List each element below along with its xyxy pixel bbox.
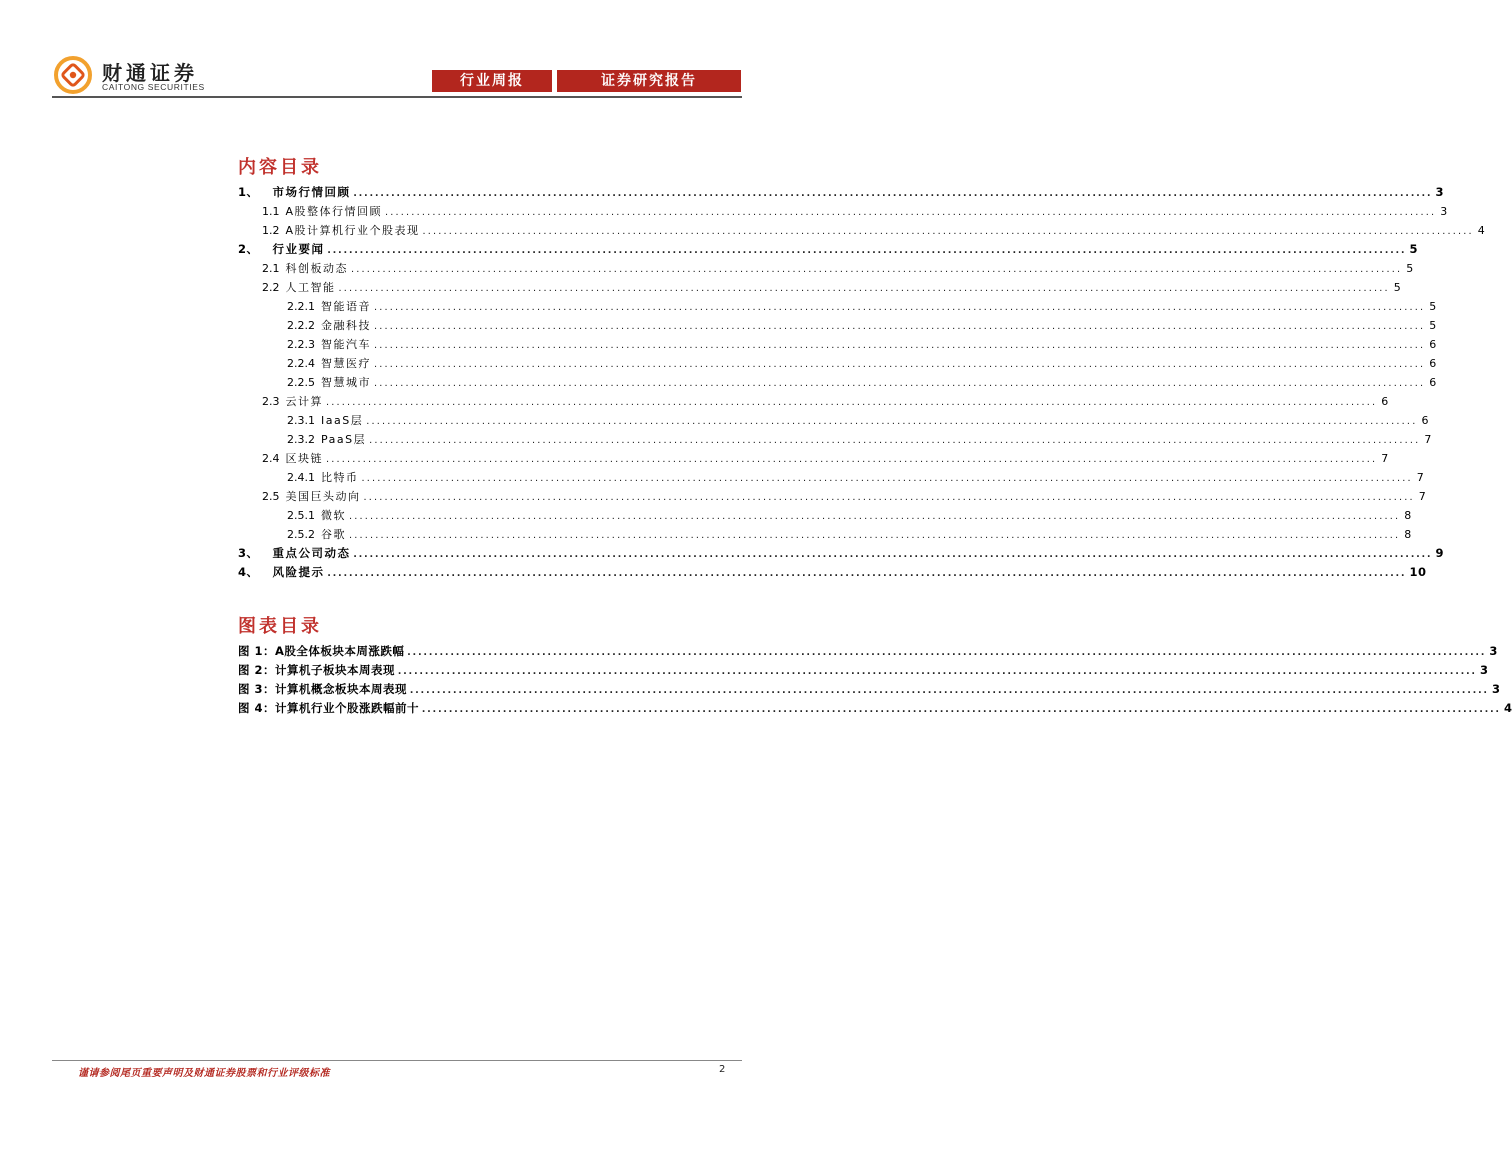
toc-leader-dots: ........................................................................................................................................................................................................ [353,548,1433,560]
toc-entry[interactable] [238,430,1432,449]
figure-entry-page: 3 [1480,663,1489,677]
toc-entry-number: 2.2.3 [287,338,315,351]
toc-entry-page: 4 [1477,224,1485,237]
toc-entry-title: 科创板动态 [285,262,348,275]
toc-entry-title: 智慧医疗 [321,357,371,370]
toc-entry-page: 8 [1404,509,1412,522]
toc-entry-number: 2.5.2 [287,528,315,541]
toc-entry-number: 1.1 [262,205,280,218]
toc-entry[interactable] [238,240,1419,259]
toc-entry-page: 3 [1435,185,1445,199]
toc-entry-title: 比特币 [321,471,359,484]
toc-entry-page: 9 [1435,546,1445,560]
toc-leader-dots: ........................................................................................................................................................................................................ [374,339,1426,351]
toc-entry[interactable] [238,525,1412,544]
figure-entry-title: 图 1：A股全体板块本周涨跌幅 [238,644,405,658]
toc-entry[interactable] [238,183,1445,202]
toc-entry-number: 2.5.1 [287,509,315,522]
toc-entry-number: 2.4.1 [287,471,315,484]
toc-entry-page: 10 [1409,565,1427,579]
toc-entry-page: 5 [1406,262,1414,275]
toc-entry[interactable] [238,468,1424,487]
toc-entry[interactable] [238,411,1429,430]
toc-entry[interactable] [238,297,1437,316]
toc-entry-number: 1、 [238,185,259,199]
toc-entry-number: 2.1 [262,262,280,275]
contents-heading: 内容目录 [238,157,322,178]
figure-entry-title: 图 4：计算机行业个股涨跌幅前十 [238,701,420,715]
figure-entry[interactable] [238,680,1501,699]
toc-entry-page: 7 [1416,471,1424,484]
figure-entry[interactable] [238,661,1489,680]
header-divider [52,96,742,98]
toc-entry-title: 智能汽车 [321,338,371,351]
toc-entry-title: 谷歌 [321,528,346,541]
toc-entry-page: 6 [1429,376,1437,389]
toc-entry[interactable] [238,354,1437,373]
toc-leader-dots: ........................................................................................................................................................................................................ [374,358,1426,370]
contents-list [238,183,1485,582]
report-category-tag: 证券研究报告 [557,70,741,92]
toc-entry[interactable] [238,316,1437,335]
toc-entry[interactable] [238,202,1448,221]
toc-entry-number: 2.2.2 [287,319,315,332]
figure-entry-page: 3 [1492,682,1501,696]
report-type-tag: 行业周报 [432,70,552,92]
toc-entry-page: 6 [1381,395,1389,408]
toc-entry[interactable] [238,278,1401,297]
figure-leader-dots: ........................................................................................................................................................................................................ [407,646,1487,658]
figure-leader-dots: ........................................................................................................................................................................................................ [398,665,1478,677]
toc-entry-title: A股整体行情回顾 [285,205,383,218]
toc-entry-page: 3 [1440,205,1448,218]
toc-entry-page: 5 [1393,281,1401,294]
toc-leader-dots: ........................................................................................................................................................................................................ [351,263,1403,275]
toc-entry-title: 微软 [321,509,346,522]
toc-entry[interactable] [238,335,1437,354]
toc-entry-number: 2.2.5 [287,376,315,389]
figure-leader-dots: ........................................................................................................................................................................................................ [422,703,1502,715]
toc-leader-dots: ........................................................................................................................................................................................................ [374,377,1426,389]
figures-section [238,615,1512,718]
toc-entry[interactable] [238,449,1389,468]
toc-entry-title: 重点公司动态 [272,546,351,560]
toc-entry-title: 云计算 [285,395,323,408]
toc-leader-dots: ........................................................................................................................................................................................................ [385,206,1437,218]
toc-entry-number: 2.3.1 [287,414,315,427]
toc-entry-title: 行业要闻 [272,242,325,256]
toc-entry-number: 2.2.1 [287,300,315,313]
logo-text-cn: 财通证券 [102,61,198,85]
toc-entry-title: 区块链 [285,452,323,465]
logo-text-en: CAITONG SECURITIES [102,82,205,92]
toc-entry-page: 7 [1381,452,1389,465]
toc-leader-dots: ........................................................................................................................................................................................................ [374,301,1426,313]
toc-leader-dots: ........................................................................................................................................................................................................ [327,567,1407,579]
footer-divider [52,1060,742,1061]
figure-entry[interactable] [238,642,1498,661]
page-header [0,0,827,100]
toc-leader-dots: ........................................................................................................................................................................................................ [374,320,1426,332]
toc-leader-dots: ........................................................................................................................................................................................................ [366,415,1418,427]
toc-entry-title: 智慧城市 [321,376,371,389]
figures-heading: 图表目录 [238,616,322,637]
toc-entry-title: IaaS层 [321,414,364,427]
toc-entry-number: 1.2 [262,224,280,237]
figure-entry[interactable] [238,699,1512,718]
toc-entry-page: 7 [1418,490,1426,503]
toc-entry[interactable] [238,392,1389,411]
toc-leader-dots: ........................................................................................................................................................................................................ [326,396,1378,408]
toc-leader-dots: ........................................................................................................................................................................................................ [349,510,1401,522]
toc-entry-number: 2.5 [262,490,280,503]
toc-entry-page: 5 [1409,242,1419,256]
figure-leader-dots: ........................................................................................................................................................................................................ [410,684,1490,696]
toc-entry[interactable] [238,544,1445,563]
toc-entry-title: 风险提示 [272,565,325,579]
toc-leader-dots: ........................................................................................................................................................................................................ [326,453,1378,465]
toc-entry-number: 2.2 [262,281,280,294]
toc-entry-page: 8 [1404,528,1412,541]
toc-entry-page: 7 [1424,433,1432,446]
toc-leader-dots: ........................................................................................................................................................................................................ [349,529,1401,541]
toc-leader-dots: ........................................................................................................................................................................................................ [353,187,1433,199]
toc-entry[interactable] [238,259,1414,278]
toc-entry-title: 美国巨头动向 [285,490,361,503]
toc-entry-number: 2、 [238,242,259,256]
toc-entry-title: 金融科技 [321,319,371,332]
toc-entry-title: A股计算机行业个股表现 [285,224,420,237]
toc-leader-dots: ........................................................................................................................................................................................................ [363,491,1415,503]
toc-entry-title: PaaS层 [321,433,367,446]
toc-entry[interactable] [238,506,1412,525]
footer-disclaimer: 谨请参阅尾页重要声明及财通证券股票和行业评级标准 [78,1068,330,1079]
toc-entry-page: 5 [1429,319,1437,332]
figure-entry-title: 图 3：计算机概念板块本周表现 [238,682,408,696]
toc-entry-title: 市场行情回顾 [272,185,351,199]
toc-entry-page: 6 [1421,414,1429,427]
toc-entry-number: 4、 [238,565,259,579]
toc-entry-number: 3、 [238,546,259,560]
toc-entry-number: 2.2.4 [287,357,315,370]
toc-leader-dots: ........................................................................................................................................................................................................ [338,282,1390,294]
toc-entry-page: 6 [1429,338,1437,351]
toc-entry-number: 2.3.2 [287,433,315,446]
figure-entry-page: 3 [1489,644,1498,658]
figures-list [238,642,1512,718]
toc-leader-dots: ........................................................................................................................................................................................................ [327,244,1407,256]
toc-entry-page: 6 [1429,357,1437,370]
figure-entry-page: 4 [1504,701,1512,715]
toc-entry[interactable] [238,487,1426,506]
toc-entry-title: 人工智能 [285,281,336,294]
figure-entry-title: 图 2：计算机子板块本周表现 [238,663,396,677]
caitong-logo-icon [52,56,94,94]
toc-leader-dots: ........................................................................................................................................................................................................ [361,472,1413,484]
toc-leader-dots: ........................................................................................................................................................................................................ [422,225,1474,237]
page-number: 2 [719,1064,726,1075]
toc-entry-title: 智能语音 [321,300,371,313]
toc-entry-number: 2.3 [262,395,280,408]
toc-entry-number: 2.4 [262,452,280,465]
toc-entry[interactable] [238,373,1437,392]
contents-section [238,156,1485,582]
toc-entry[interactable] [238,221,1485,240]
toc-entry-page: 5 [1429,300,1437,313]
toc-leader-dots: ........................................................................................................................................................................................................ [369,434,1421,446]
toc-entry[interactable] [238,563,1427,582]
